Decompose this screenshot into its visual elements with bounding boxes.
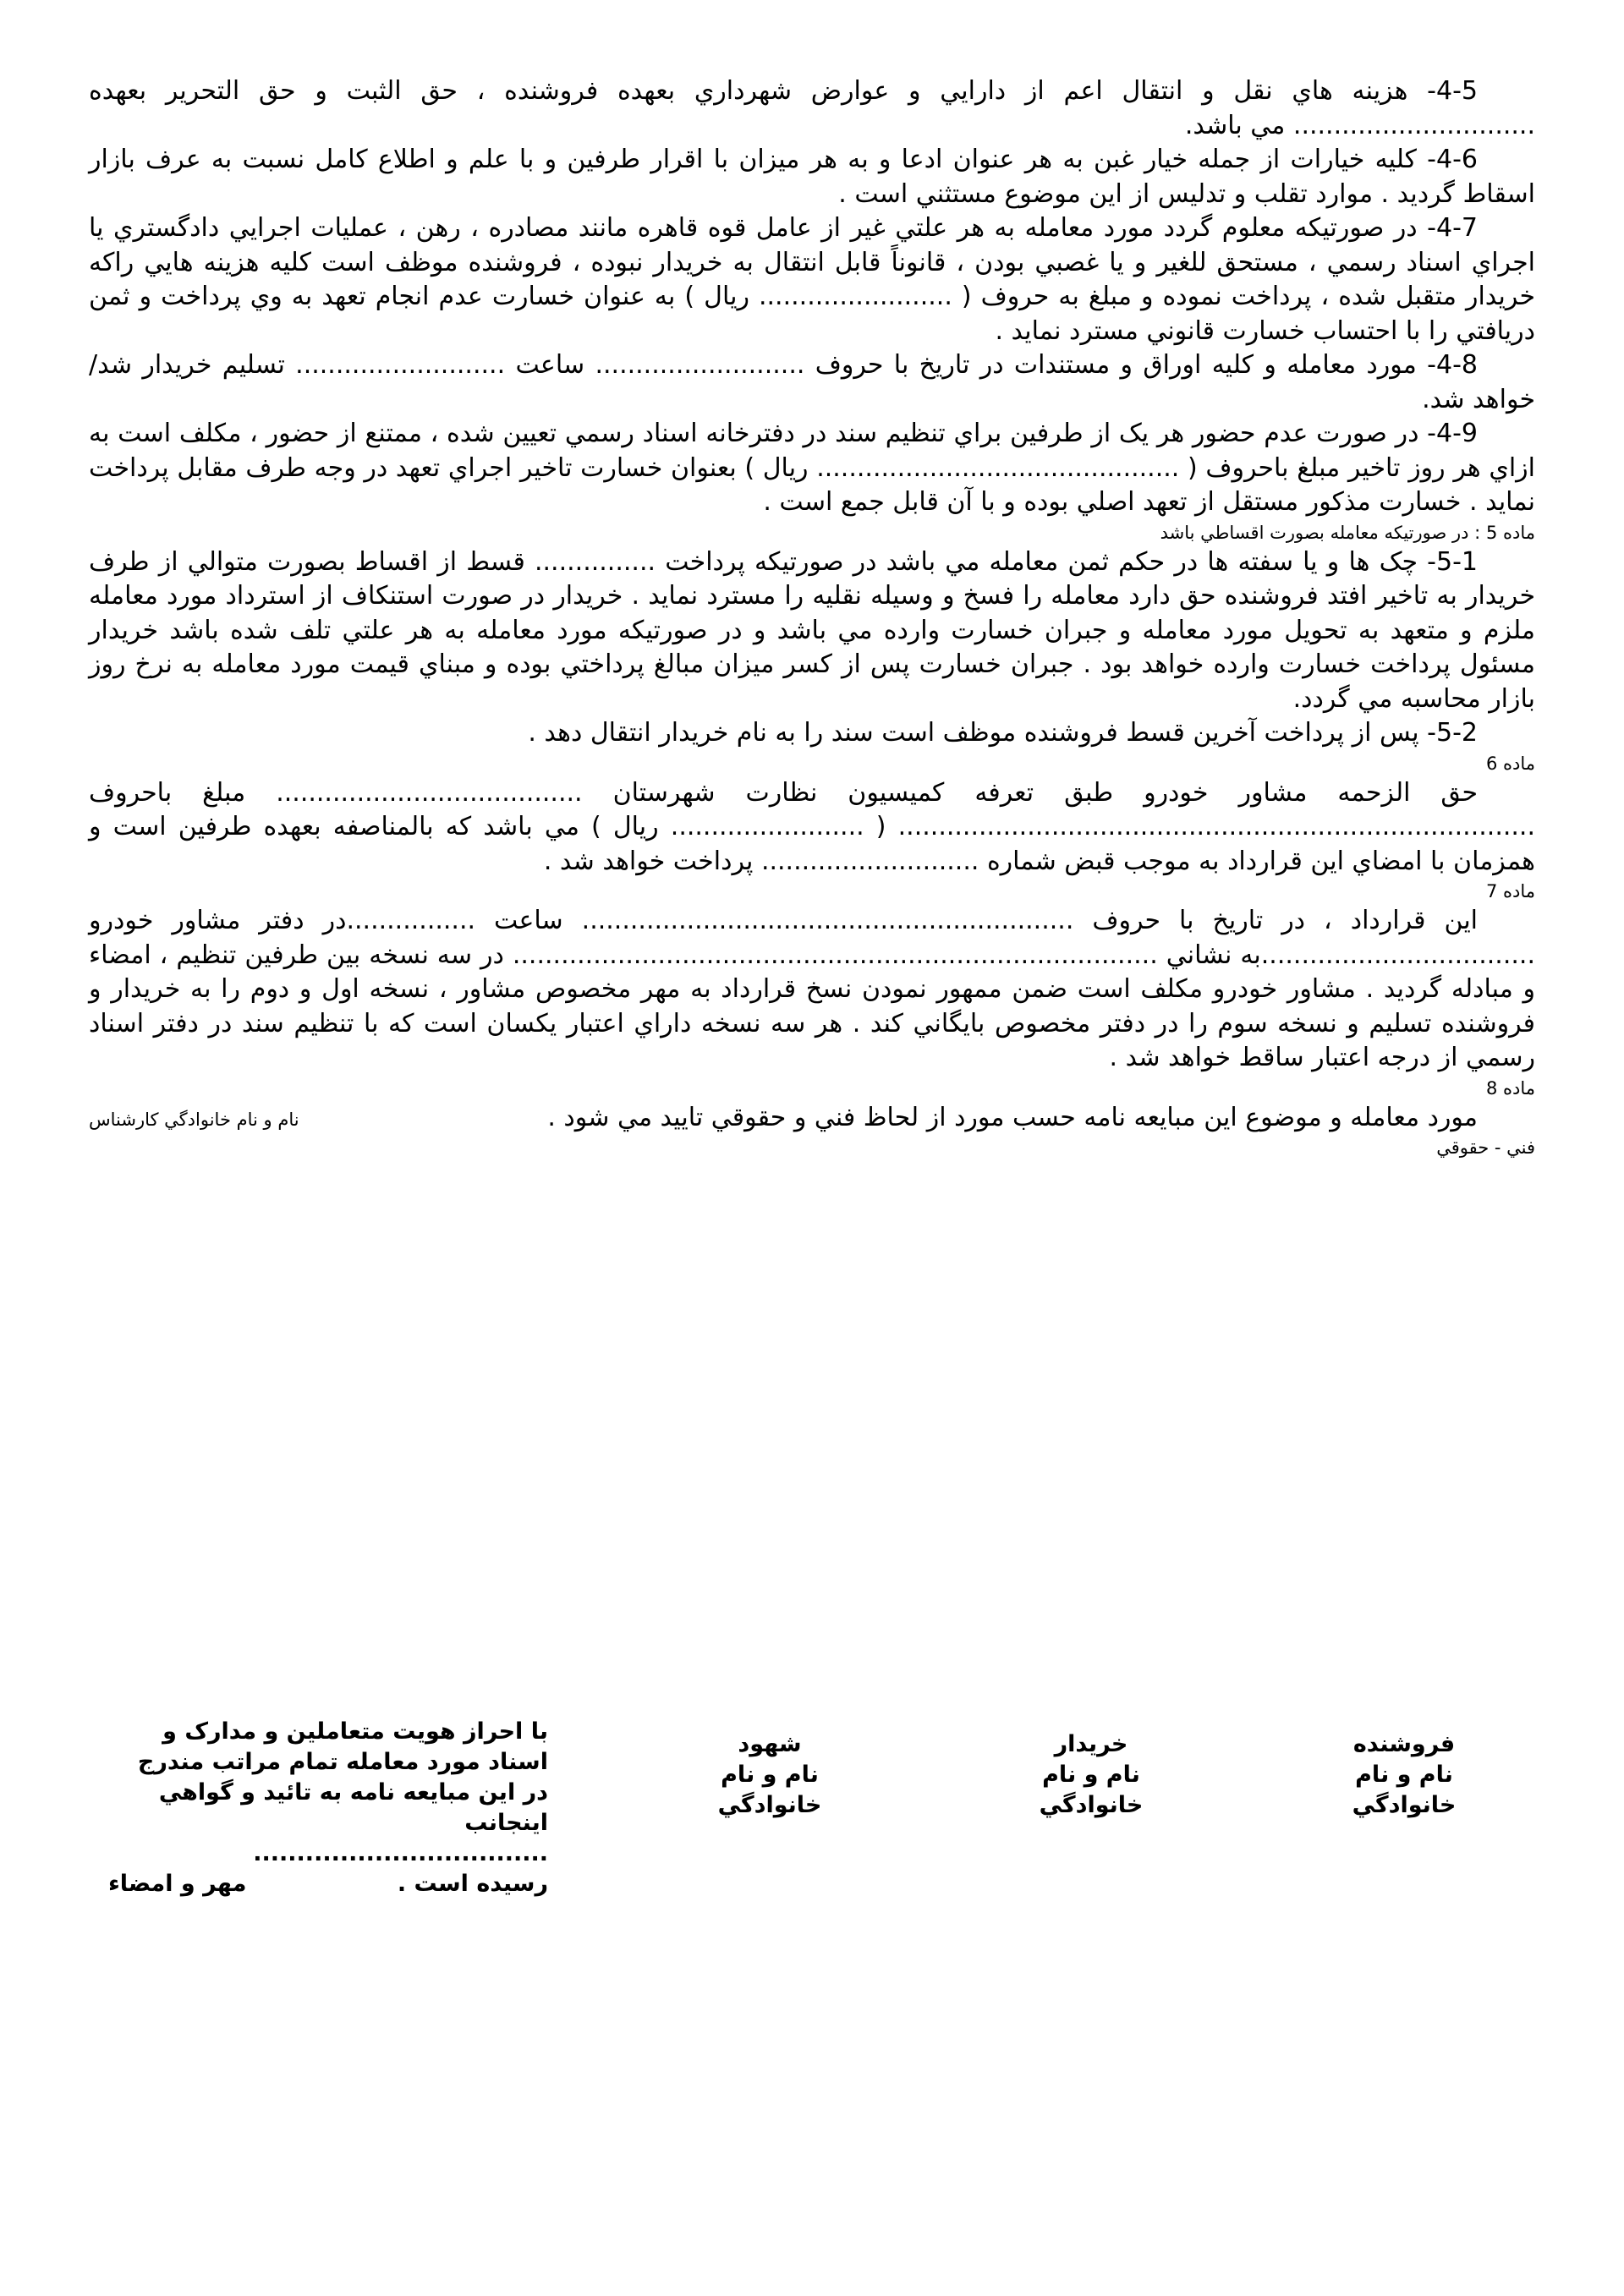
clause-4-8: 4-8- مورد معامله و كليه اوراق و مستندات در تاريخ با حروف .......................... ساعت .......................... تسليم خريدار شد/ خواهد شد. — [89, 350, 1535, 414]
clause-4-9: 4-9- در صورت عدم حضور هر يک از طرفين براي تنظيم سند در دفترخانه اسناد رسمي تعيين شده ، ممتنع از حضور ، مكلف است به ازاي هر روز تاخير مبلغ باحروف ( ............................................. ريال ) بعنوان خسارت تاخير اجراي تعهد در وجه طرف مقابل پرداخت نمايد . خسارت مذكور مستقل از تعهد اصلي بوده و با آن قابل جمع است . — [89, 419, 1535, 517]
article-6-heading: ماده 6 — [1485, 753, 1535, 774]
clause-4-7: 4-7- در صورتيكه معلوم گردد مورد معامله به هر علتي غير از عامل قوه قاهره مانند مصادره ، رهن ، عمليات اجرايي دادگستري يا اجراي اسناد رسمي ، مستحق للغير و يا غصبي بودن ، قانوناً قابل انتقال به خريدار نبوده ، فروشنده موظف است كليه هزينه هايي راكه خريدار متقبل شده ، پرداخت نموده و مبلغ به حروف ( ........................ ريال ) به عنوان خسارت عدم انجام تعهد به وي پرداخت و ثمن دريافتي را با احتساب خسارت قانوني مسترد نمايد . — [89, 213, 1535, 346]
clause-5-2: 5-2- پس از پرداخت آخرين قسط فروشنده موظف است سند را به نام خريدار انتقال دهد . — [528, 718, 1478, 748]
buyer-family-label: خانوادگي — [1039, 1792, 1144, 1818]
notary-last-line — [108, 1869, 548, 1899]
notary-seal-label: مهر و امضاء — [108, 1871, 247, 1897]
seller-family-label: خانوادگي — [1352, 1792, 1457, 1818]
clause-4-5: 4-5- هزينه هاي نقل و انتقال اعم از دارايي و عوارض شهرداري بعهده فروشنده ، حق الثبت و حق التحرير بعهده .............................. مي باشد. — [89, 76, 1535, 140]
buyer-name-label: نام و نام — [1042, 1762, 1140, 1788]
witness-title: شهود — [738, 1731, 802, 1757]
contract-page — [89, 74, 1535, 1160]
clause-5-1: 5-1- چک ها و يا سفته ها در حكم ثمن معامله مي باشد در صورتيكه پرداخت ............... قسط از اقساط بصورت متوالي از طرف خريدار به تاخير افتد فروشنده حق دارد معامله را فسخ و وسيله نقليه را مسترد نمايد . خريدار در صورت استنكاف از استرداد مورد معامله ملزم و متعهد به تحويل مورد معامله و جبران خسارت وارده مي باشد و در صورتيكه مورد معامله به هر علتي تلف شده باشد خريدار مسئول پرداخت خسارت وارده خواهد بود . جبران خسارت پس از كسر ميزان مبالغ پرداختي بوده و مبناي قيمت مورد معامله به نرخ روز بازار محاسبه مي گردد. — [89, 546, 1535, 714]
article-6-text: حق الزحمه مشاور خودرو طبق تعرفه كميسيون نظارت شهرستان ...................................... مبلغ باحروف ............................................................................... ( ........................ ريال ) مي باشد كه بالمناصفه بعهده طرفين است و همزمان با امضاي اين قرارداد به موجب قبض شماره ........................... پرداخت خواهد شد . — [89, 777, 1535, 876]
notary-certification — [108, 1717, 548, 1899]
witness-signature — [685, 1729, 854, 1821]
witness-family-label: خانوادگي — [717, 1792, 822, 1818]
buyer-signature — [1007, 1729, 1176, 1821]
witness-name-label: نام و نام — [721, 1762, 819, 1788]
seller-name-label: نام و نام — [1355, 1762, 1453, 1788]
article-8-heading: ماده 8 — [1485, 1077, 1535, 1099]
article-7-text: اين قرارداد ، در تاريخ با حروف ............................................................. ساعت ................در دفتر مشاور خودرو ..................................به نشاني ................................................................................ در سه نسخه بين طرفين تنظيم ، امضاء و مبادله گرديد . مشاور خودرو مكلف است ضمن ممهور نمودن نسخ قرارداد به مهر مخصوص مشاور ، نسخه اول و دوم را به خريدار و فروشنده تسليم و نسخه سوم را در دفتر مخصوص بايگاني كند . هر سه نسخه داراي اعتبار يكسان است كه با تنظيم سند در دفتر اسناد رسمي از درجه اعتبار ساقط خواهد شد . — [89, 906, 1535, 1072]
article-7-heading: ماده 7 — [1485, 881, 1535, 901]
article-5-heading: ماده 5 : در صورتيكه معامله بصورت اقساطي باشد — [1160, 522, 1535, 543]
notary-dots: .................................. — [253, 1840, 548, 1866]
clause-4-6: 4-6- كليه خيارات از جمله خيار غبن به هر عنوان ادعا و به هر ميزان با اقرار طرفين و با علم و اطلاع كامل نسبت به عرف بازار اسقاط گرديد . موارد تقلب و تدليس از اين موضوع مستثني است . — [89, 145, 1535, 209]
seller-title: فروشنده — [1352, 1731, 1456, 1757]
notary-end: رسيده است . — [397, 1871, 548, 1897]
seller-signature — [1320, 1729, 1489, 1821]
article-8-text: مورد معامله و موضوع اين مبايعه نامه حسب مورد از لحاظ فني و حقوقي تاييد مي شود . — [547, 1102, 1478, 1132]
expert-name-label: نام و نام خانوادگي كارشناس — [89, 1109, 299, 1130]
signature-block — [0, 1717, 1624, 1970]
buyer-title: خريدار — [1054, 1731, 1128, 1757]
article-8-row — [89, 1101, 1535, 1136]
expert-field-label: فني - حقوقي — [1436, 1137, 1535, 1158]
notary-text: با احراز هويت متعاملين و مدارک و اسناد مورد معامله تمام مراتب مندرج در اين مبايعه نامه به تائيد و گواهي اينجانب — [137, 1718, 548, 1836]
